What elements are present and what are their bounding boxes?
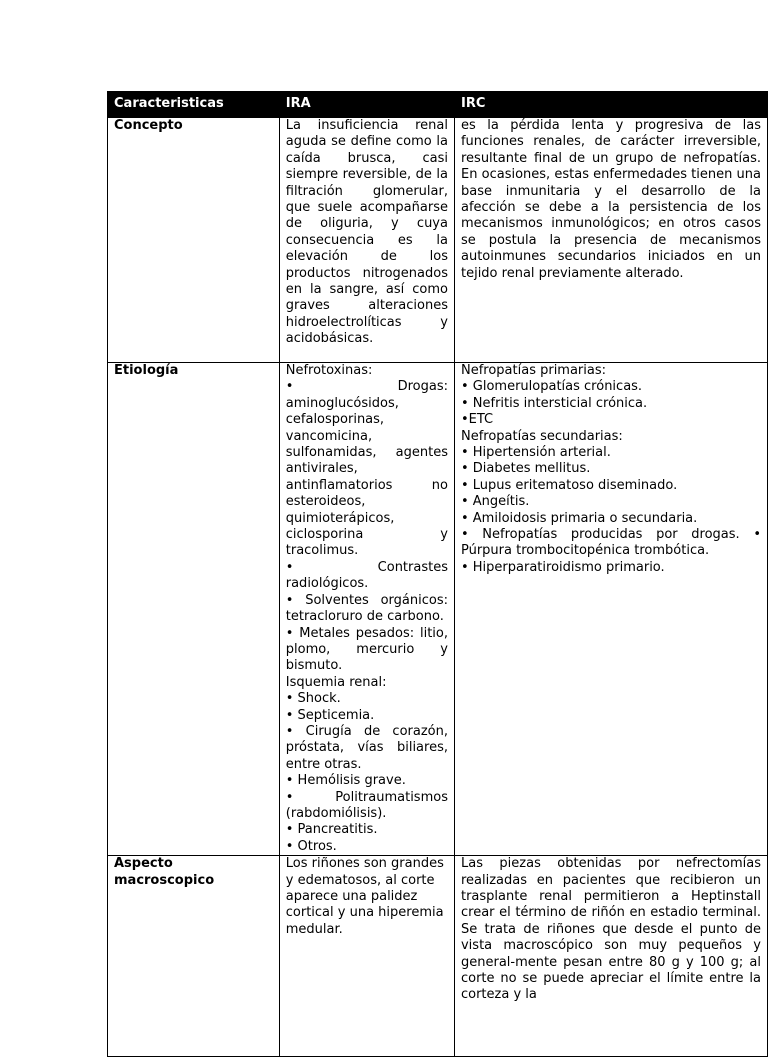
etiologia-ira-cell — [279, 363, 454, 856]
etiologia-irc-line: •ETC — [460, 412, 494, 428]
etiologia-ira-line: • Hemólisis grave. — [285, 773, 406, 789]
etiologia-irc-line: • Amiloidosis primaria o secundaria. — [460, 510, 698, 526]
etiologia-ira-line: • Contrastes radiológicos. — [285, 559, 448, 592]
row-label-etiologia: Etiología — [108, 363, 280, 856]
etiologia-ira-line: • Otros. — [285, 838, 337, 854]
etiologia-ira-line: • Septicemia. — [285, 707, 375, 723]
etiologia-irc-line: • Nefritis intersticial crónica. — [460, 395, 648, 411]
aspecto-irc-text: Las piezas obtenidas por nefrectomías realizadas en pacientes que recibieron un trasplante renal permitieron a Heptinstall crear el término de riñón en estadio terminal. Se trata de riñones que desde el punto de vista macroscópico son muy pequeños y general-mente pesan entre 80 g y 100 g; al corte no se puede apreciar el límite entre la corteza y la — [460, 856, 761, 1003]
etiologia-irc-list — [461, 363, 761, 576]
etiologia-irc-line: • Angeítis. — [460, 494, 530, 510]
etiologia-irc-line: • Lupus eritematoso diseminado. — [460, 477, 678, 493]
aspecto-irc-cell — [454, 856, 767, 1057]
table-row-etiologia — [108, 363, 768, 856]
etiologia-ira-line: • Pancreatitis. — [285, 822, 378, 838]
row-label-aspecto-macroscopico: Aspecto macroscopico — [108, 856, 280, 1057]
header-ira: IRA — [279, 91, 454, 118]
concepto-irc-cell — [454, 118, 767, 363]
etiologia-ira-line: • Cirugía de corazón, próstata, vías biliares, entre otras. — [285, 723, 448, 772]
etiologia-ira-line: • Shock. — [285, 691, 341, 707]
etiologia-ira-line: Nefrotoxinas: — [285, 363, 373, 378]
etiologia-irc-line: • Hipertensión arterial. — [460, 445, 611, 461]
etiologia-irc-line: Nefropatías primarias: — [460, 363, 607, 378]
concepto-irc-text: es la pérdida lenta y progresiva de las funciones renales, de carácter irreversible, resultante final de un grupo de nefropatías. En ocasiones, estas enfermedades tienen una base inmunitaria y el desarrollo de la afección se debe a la persistencia de los mecanismos inmunológicos; en otros casos se postula la presencia de mecanismos autoinmunes secundarios iniciados en un tejido renal previamente alterado. — [460, 118, 761, 281]
etiologia-irc-line: • Diabetes mellitus. — [460, 461, 591, 477]
row-label-concepto: Concepto — [108, 118, 280, 363]
etiologia-ira-line: • Metales pesados: litio, plomo, mercurio y bismuto. — [285, 625, 448, 674]
aspecto-ira-text: Los riñones son grandes y edematosos, al corte aparece una palidez cortical y una hiperemia medular. — [285, 856, 444, 937]
table-header-row — [108, 91, 768, 118]
etiologia-irc-line: • Hiperparatiroidismo primario. — [460, 559, 665, 575]
etiologia-ira-line: Isquemia renal: — [285, 674, 387, 690]
table-row-concepto — [108, 118, 768, 363]
etiologia-irc-line: • Nefropatías producidas por drogas. • Púrpura trombocitopénica trombótica. — [460, 527, 761, 559]
concepto-ira-cell — [279, 118, 454, 363]
etiologia-irc-line: • Glomerulopatías crónicas. — [460, 379, 643, 395]
aspecto-ira-cell — [279, 856, 454, 1057]
etiologia-irc-cell — [454, 363, 767, 856]
etiologia-ira-line: • Solventes orgánicos: tetracloruro de carbono. — [285, 592, 448, 625]
etiologia-ira-line: • Drogas: aminoglucósidos, cefalosporinas, vancomicina, sulfonamidas, agentes antivirales, antinflamatorios no esteroideos, quimioterápicos, ciclosporina y tracolimus. — [285, 379, 448, 559]
etiologia-ira-line: • Politraumatismos (rabdomiólisis). — [285, 789, 448, 821]
header-irc: IRC — [454, 91, 767, 118]
comparison-table — [107, 91, 768, 1057]
header-caracteristicas: Caracteristicas — [108, 91, 280, 118]
etiologia-irc-line: Nefropatías secundarias: — [460, 428, 623, 444]
table-row-aspecto-macroscopico — [108, 856, 768, 1057]
concepto-ira-text: La insuficiencia renal aguda se define como la caída brusca, casi siempre reversible, de la filtración glomerular, que suele acompañarse de oliguria, y cuya consecuencia es la elevación de los productos nitrogenados en la sangre, así como graves alteraciones hidroelectrolíticas y acidobásicas. — [285, 118, 448, 347]
